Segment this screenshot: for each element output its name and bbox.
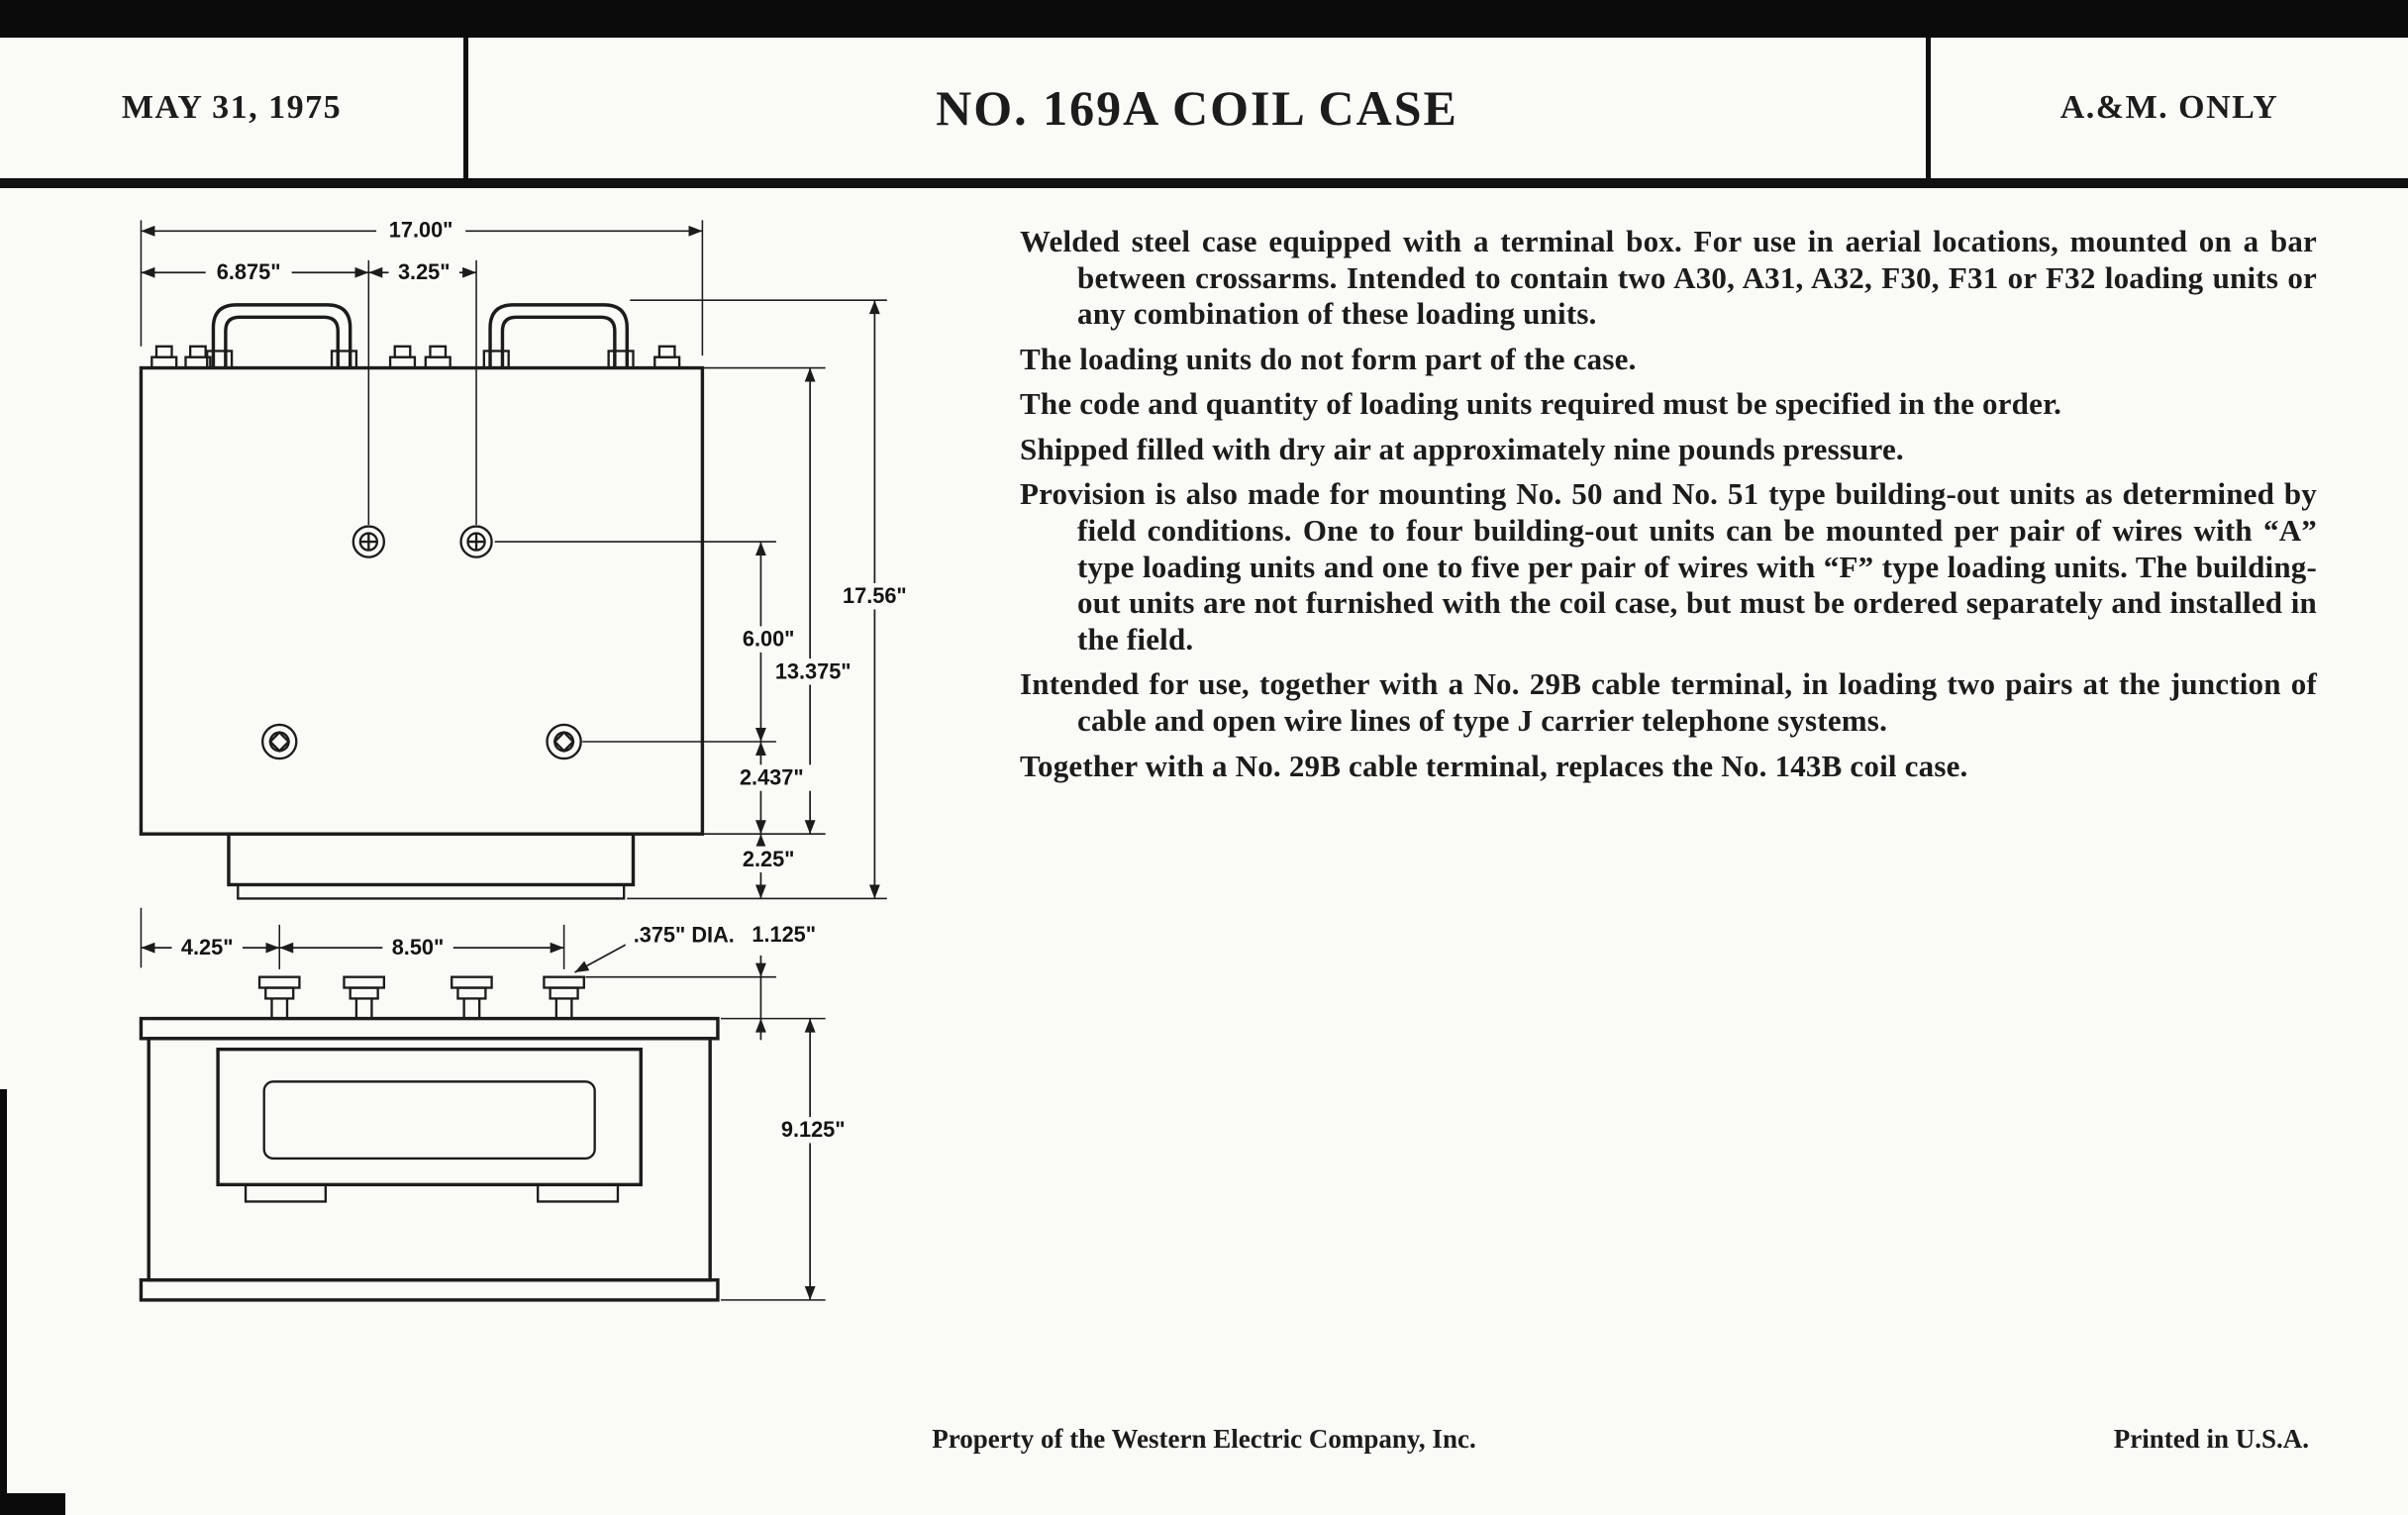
header-date-cell <box>0 38 468 178</box>
dim-base-height: 2.25" <box>742 846 795 871</box>
mounting-bolts <box>262 725 581 758</box>
handles <box>213 305 627 368</box>
header-classification-cell <box>1931 38 2408 178</box>
paragraph-loading-units: The loading units do not form part of the case. <box>1020 341 1637 376</box>
dim-bolt-to-base: 2.437" <box>739 764 804 790</box>
paragraph-dry-air: Shipped filled with dry air at approximately nine pounds pressure. <box>1020 431 1904 466</box>
document-page <box>0 38 2408 1515</box>
scan-edge-corner <box>0 1493 65 1515</box>
dim-left-span: 6.875" <box>216 259 281 285</box>
scan-edge-top <box>0 0 2408 38</box>
dim-front-height: 9.125" <box>780 1117 846 1143</box>
header <box>0 38 2408 188</box>
description-text <box>990 188 2408 1366</box>
dim-stud-span: 8.50" <box>391 935 445 960</box>
terminal-box-base <box>229 834 634 898</box>
terminal-studs <box>259 977 584 1019</box>
dimension-labels <box>172 217 917 1143</box>
dim-valve-to-bolt: 6.00" <box>742 626 795 652</box>
dim-valve-spacing: 3.25" <box>397 259 451 285</box>
issue-date: MAY 31, 1975 <box>121 89 343 126</box>
paragraph-replaces: Together with a No. 29B cable terminal, replaces the No. 143B coil case. <box>1020 748 1968 783</box>
paragraph-building-out: Provision is also made for mounting No. 50 and No. 51 type building-out units as determined by field conditions. One to four building-out units can be mounted per pair of wires with “A” type loading units and one to five per pair of wires with “F” type loading units. The building-out units are not furnished with the coil case, but must be ordered separately and installed in the field. <box>1020 476 2317 656</box>
air-valves <box>353 527 492 557</box>
technical-drawing <box>0 188 990 1366</box>
paragraph-intended-use: Intended for use, together with a No. 29B cable terminal, in loading two pairs at the junction of cable and open wire lines of type J carrier telephone systems. <box>1020 666 2317 738</box>
dim-overall-height: 17.56" <box>843 583 907 609</box>
coil-case-drawing <box>87 208 949 1362</box>
footer <box>0 1424 2408 1467</box>
dim-stud-diameter: .375" DIA. <box>633 922 735 948</box>
scan-edge-left <box>0 1089 7 1515</box>
paragraph-welded-case: Welded steel case equipped with a terminal box. For use in aerial locations, mounted on a bar between crossarms. Intended to contain two A30, A31, A32, F30, F31 or F32 loading units or any combination of these loading units. <box>1020 224 2317 332</box>
dim-overall-width: 17.00" <box>388 217 453 243</box>
handle-nuts <box>207 351 633 367</box>
front-view <box>141 977 718 1300</box>
printed-in-usa: Printed in U.S.A. <box>2113 1424 2309 1454</box>
dim-case-height: 13.375" <box>774 658 852 684</box>
top-view <box>141 305 702 899</box>
content <box>0 188 2408 1366</box>
dim-stud-height: 1.125" <box>752 921 817 947</box>
dim-stud-offset: 4.25" <box>180 935 234 960</box>
property-notice: Property of the Western Electric Company, Inc. <box>932 1424 1476 1454</box>
paragraph-code-quantity: The code and quantity of loading units required must be specified in the order. <box>1020 386 2062 422</box>
header-title-cell <box>468 38 1931 178</box>
classification-label: A.&M. ONLY <box>2059 89 2279 126</box>
page-title: NO. 169A COIL CASE <box>936 80 1458 136</box>
